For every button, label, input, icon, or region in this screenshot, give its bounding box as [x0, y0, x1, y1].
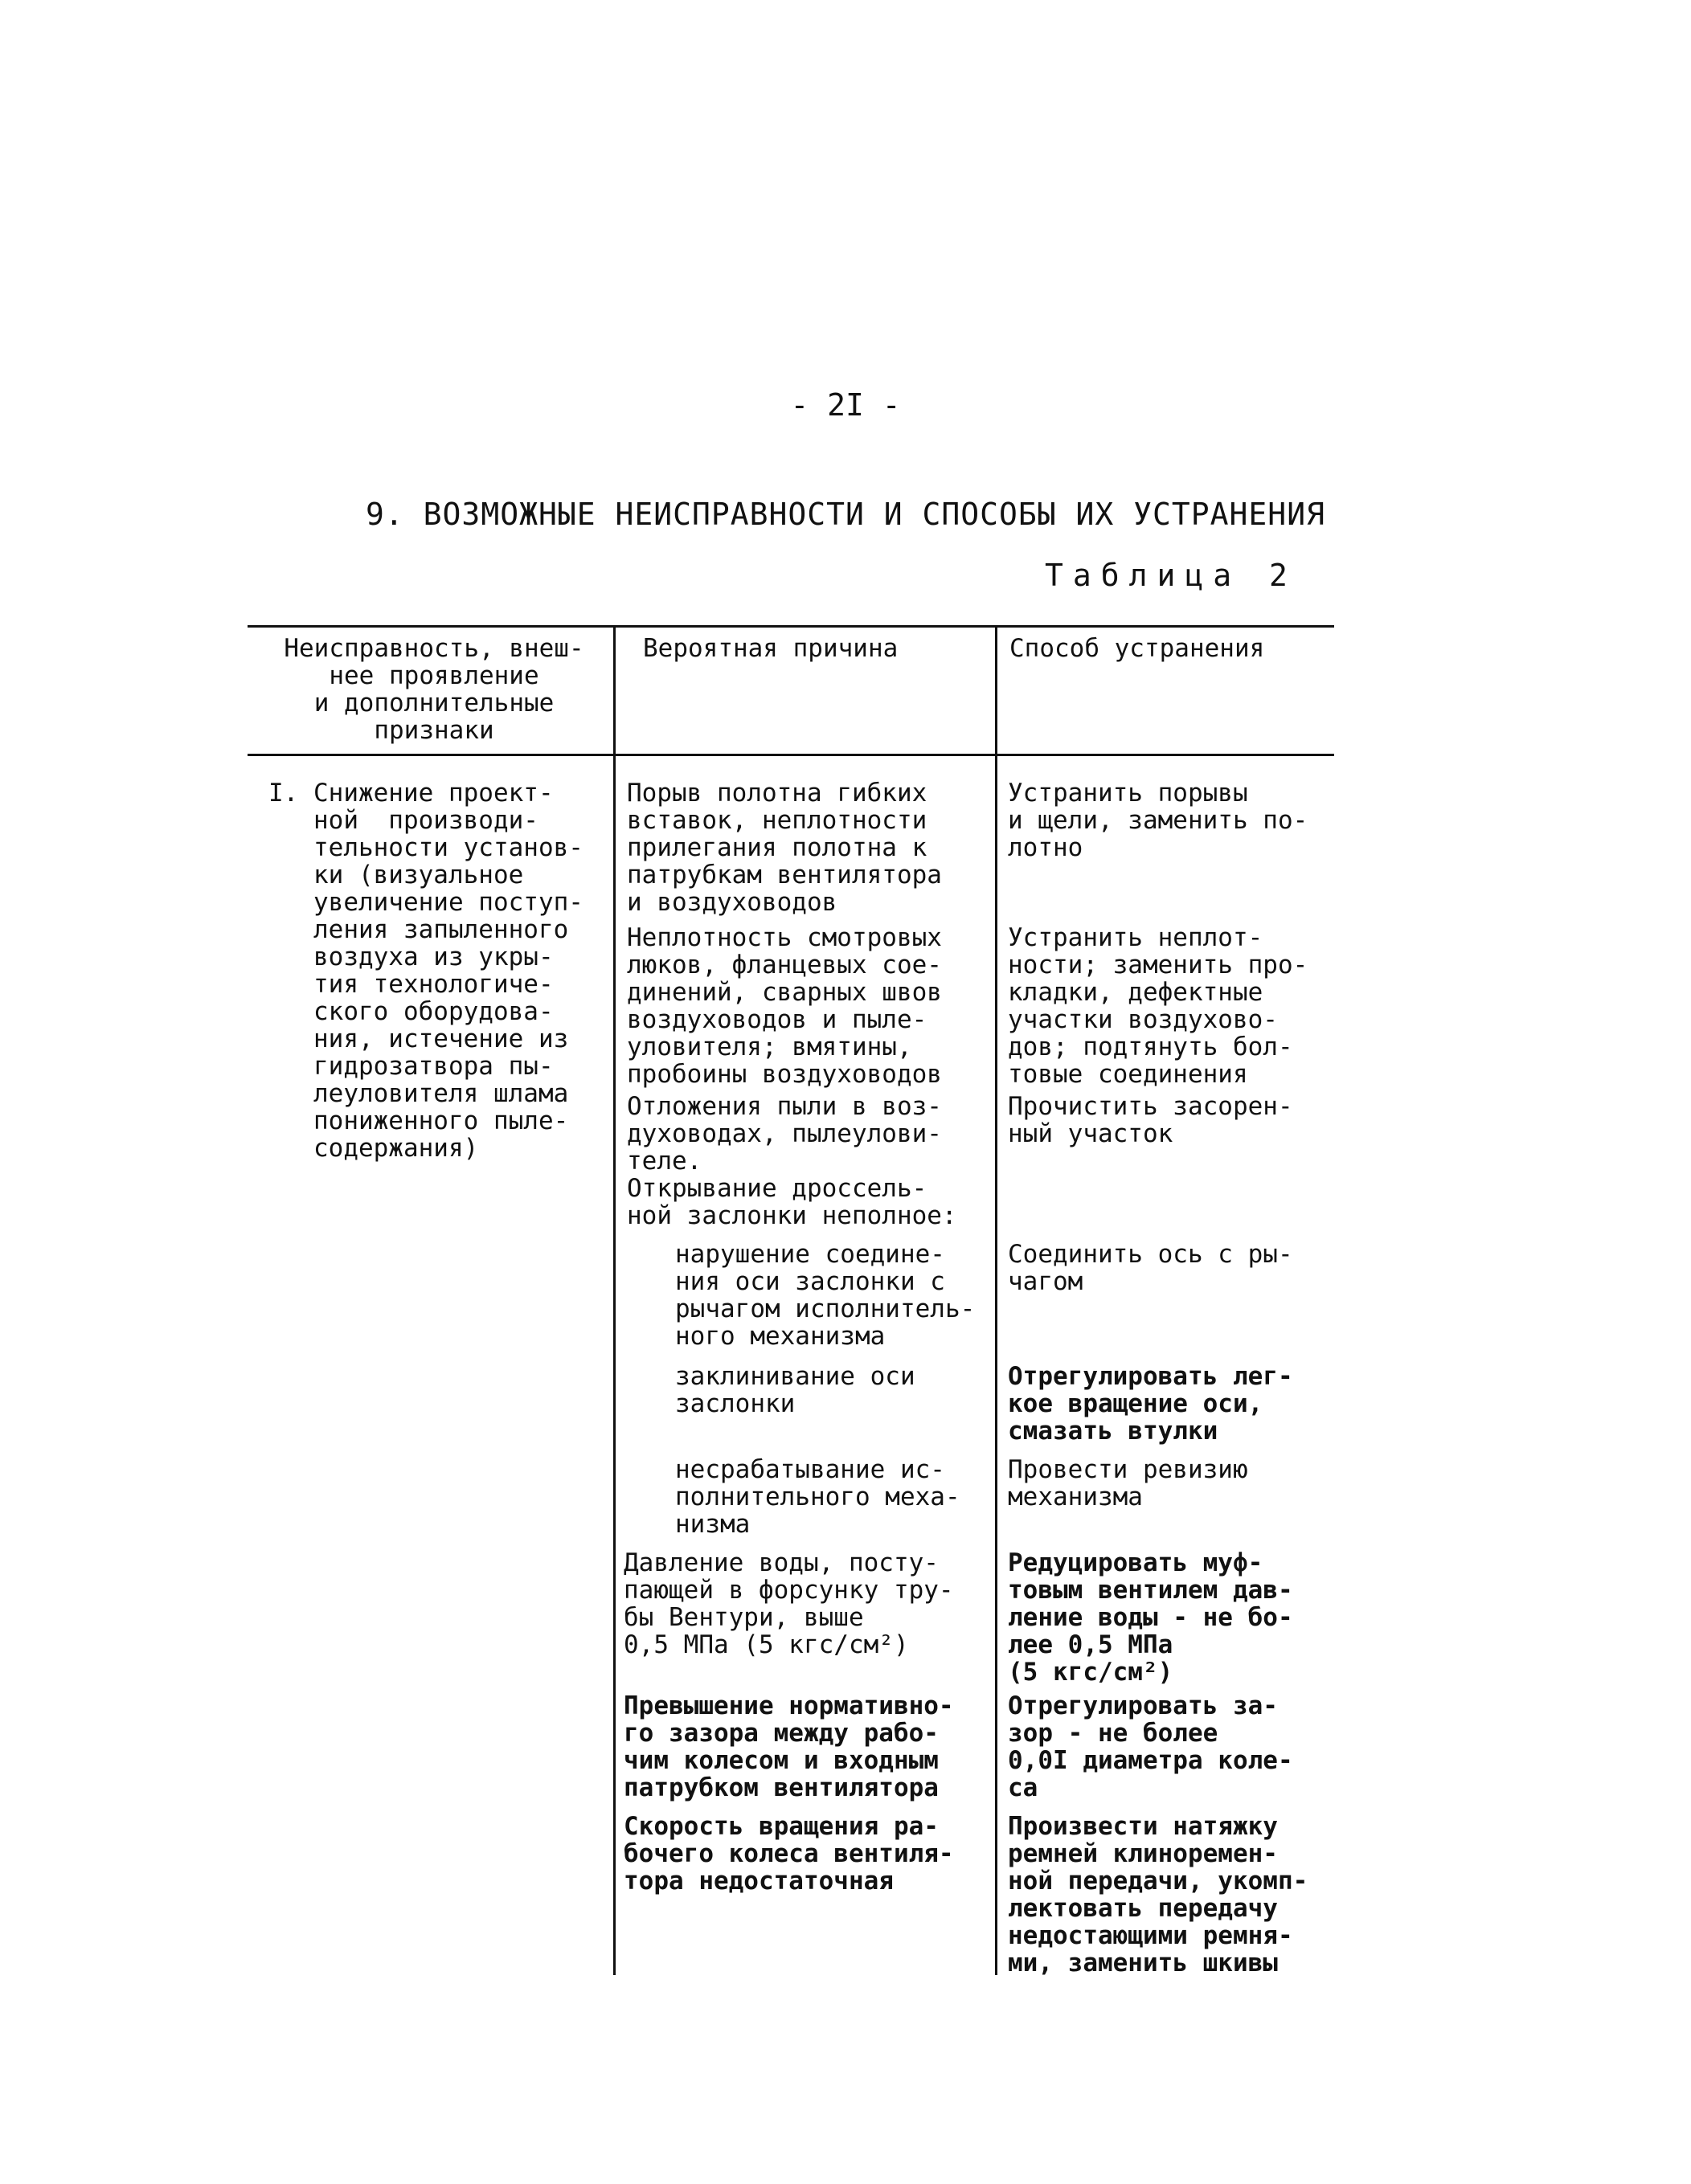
page-number: - 2I -	[790, 387, 901, 423]
table-top-rule	[248, 625, 1334, 628]
cause-8: Превышение нормативно- го зазора между рабо- чим колесом и входным патрубком вентилятора	[624, 1691, 954, 1802]
header-remedy: Способ устранения	[1009, 634, 1265, 663]
remedy-3: Прочистить засорен- ный участок	[1008, 1092, 1293, 1148]
remedy-5: Отрегулировать лег- кое вращение оси, смазать втулки	[1008, 1362, 1293, 1446]
cause-3: Отложения пыли в воз- духоводах, пылеулови- теле. Открывание дроссель- ной заслонки неполное:	[627, 1092, 957, 1230]
column-divider-2	[995, 625, 997, 1975]
remedy-6: Провести ревизию механизма	[1008, 1455, 1248, 1511]
table-label: Таблица 2	[1045, 558, 1297, 593]
cause-9: Скорость вращения ра- бочего колеса вентиля- тора недостаточная	[624, 1812, 954, 1896]
column-divider-1	[613, 625, 616, 1975]
section-title: 9. ВОЗМОЖНЫЕ НЕИСПРАВНОСТИ И СПОСОБЫ ИХ УСТРАНЕНИЯ	[366, 497, 1325, 532]
remedy-7: Редуцировать муф- товым вентилем дав- ление воды - не бо- лее 0,5 МПа (5 кгс/см²)	[1008, 1548, 1293, 1687]
remedy-9: Произвести натяжку ремней клиноремен- ной передачи, укомп- лектовать передачу недостающими ремня- ми, заменить шкивы	[1008, 1812, 1308, 1977]
remedy-2: Устранить неплот- ности; заменить про- кладки, дефектные участки воздухово- дов; подтянуть бол- товые соединения	[1008, 923, 1308, 1089]
header-fault: Неисправность, внеш- нее проявление и дополнительные признаки	[284, 634, 584, 745]
header-bottom-rule	[248, 754, 1334, 756]
cause-1: Порыв полотна гибких вставок, неплотности прилегания полотна к патрубкам вентилятора и воздуховодов	[627, 779, 942, 917]
cause-6: несрабатывание ис- полнительного меха- низма	[675, 1455, 960, 1539]
cause-2: Неплотность смотровых люков, фланцевых сое- динений, сварных швов воздуховодов и пыле- уловителя; вмятины, пробоины воздуховодов	[627, 923, 942, 1089]
header-cause: Вероятная причина	[643, 634, 899, 663]
remedy-8: Отрегулировать за- зор - не более 0,0I диаметра коле- са	[1008, 1691, 1293, 1802]
cause-7: Давление воды, посту- пающей в форсунку тру- бы Вентури, выше 0,5 МПа (5 кгс/см²)	[624, 1548, 954, 1659]
fault-description: I. Снижение проект- ной производи- тельности установ- ки (визуальное увеличение поступ- ления запыленного воздуха из укры- тия технологиче- ского оборудова- ния, истечение из гидрозатвора пы- леуловителя шлама пониженного пыле- содержания)	[268, 779, 583, 1163]
cause-5: заклинивание оси заслонки	[675, 1362, 915, 1418]
remedy-4: Соединить ось с ры- чагом	[1008, 1240, 1293, 1296]
cause-4: нарушение соедине- ния оси заслонки с рычагом исполнитель- ного механизма	[675, 1240, 976, 1351]
remedy-1: Устранить порывы и щели, заменить по- лотно	[1008, 779, 1308, 862]
